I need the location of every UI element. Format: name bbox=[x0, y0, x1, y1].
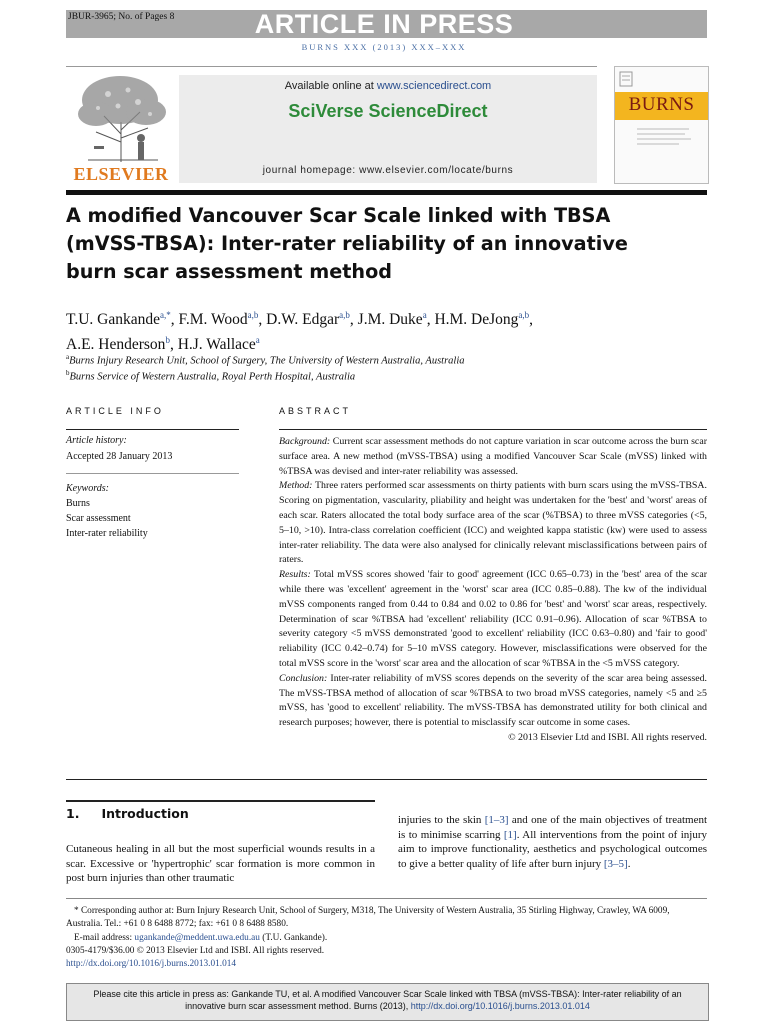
author-separator: , bbox=[258, 311, 267, 329]
footnotes bbox=[66, 905, 707, 971]
affiliation-text: Burns Service of Western Australia, Royal Perth Hospital, Australia bbox=[69, 371, 356, 383]
method-text: Three raters performed scar assessments on thirty patients with burn scars using the mVSS-TBSA. Scoring on pigmentation, vascularity, pliability and height was undertaken for the 'best' and 'worst' areas of each scar. Raters allocated the total body surface area of the scar (%TBSA) to three mVSS categories (<5, 5–10, >10). Intra-class correlation coefficient (ICC) and weighted kappa statistic (kw) were used to assess inter-rater reliability. The data were also analysed for clinically relevant misclassifications between pairs of raters. bbox=[279, 480, 708, 566]
abstract-method bbox=[279, 479, 707, 568]
intro-top-rule bbox=[66, 800, 375, 802]
journal-citation: BURNS XXX (2013) XXX–XXX bbox=[301, 42, 467, 52]
author-list bbox=[66, 305, 706, 355]
author-name: H.M. DeJong bbox=[434, 311, 519, 329]
affiliation-marker: b bbox=[66, 369, 70, 377]
author-separator: , bbox=[349, 311, 358, 329]
sciverse-sciencedirect-logo: SciVerse ScienceDirect bbox=[288, 101, 488, 121]
cite-body: Please cite this article in press as: Gankande TU, et al. A modified Vancouver Scar Scale linked with TBSA (mVSS-TBSA): Inter-rater reliability of an innovative burn scar assessment method. Burns (2013), bbox=[93, 989, 682, 1011]
article-title: A modified Vancouver Scar Scale linked with TBSA (mVSS-TBSA): Inter-rater reliability of an innovative burn scar assessment method bbox=[66, 204, 628, 283]
abstract-rule bbox=[279, 429, 707, 430]
corresponding-text: * Corresponding author at: Burn Injury Research Unit, School of Surgery, M318, The University of Western Australia, 35 Stirling Highway, Crawley, WA 6009, Australia. Tel.: +61 0 8 6488 8772; fax: +61 0 8 6488 8580. bbox=[66, 906, 670, 930]
intro-text: . All interventions from the point of injury aim to improve functionality, aesthetics and psychological outcomes to give a better quality of life after burn injury bbox=[398, 828, 708, 870]
article-info-rule bbox=[66, 429, 239, 430]
author-name: H.J. Wallace bbox=[177, 336, 256, 354]
reference-link[interactable]: [3–5] bbox=[603, 857, 628, 870]
affiliation-a bbox=[66, 353, 465, 367]
author-separator: , bbox=[426, 311, 435, 329]
results-label: Results: bbox=[279, 569, 311, 581]
author-affiliation-sup[interactable]: a,b bbox=[247, 310, 259, 320]
author-name: J.M. Duke bbox=[357, 311, 423, 329]
journal-cover bbox=[614, 66, 709, 184]
abstract-results bbox=[279, 568, 707, 672]
author-name: T.U. Gankande bbox=[66, 311, 160, 329]
background-label: Background: bbox=[279, 436, 331, 447]
cite-doi-link[interactable]: http://dx.doi.org/10.1016/j.burns.2013.01.014 bbox=[410, 1001, 590, 1011]
author-separator: , bbox=[170, 311, 179, 329]
section-number: 1. bbox=[66, 806, 80, 821]
affiliation-b bbox=[66, 369, 355, 383]
affiliation-marker: a bbox=[66, 353, 70, 361]
intro-left-column: Cutaneous healing in all but the most superficial wounds results in a scar. Excessive or 'hypertrophic' scar formation is more common in post burn injuries than other traumatic bbox=[66, 843, 375, 884]
available-online bbox=[179, 80, 597, 92]
cite-text bbox=[74, 988, 701, 1012]
author-separator: , bbox=[529, 311, 534, 329]
author-affiliation-sup[interactable]: a,b bbox=[339, 310, 350, 320]
background-text: Current scar assessment methods do not capture variation in scar outcome across the burn scar surface area. A new method (mVSS-TBSA) using a modified Vancouver Scar Scale (mVSS) linked with %TBSA was devised and inter-rater reliability was assessed. bbox=[279, 436, 707, 477]
keyword-item: Inter-rater reliability bbox=[66, 528, 148, 539]
conclusion-label: Conclusion: bbox=[279, 672, 328, 684]
email-label: E-mail address: bbox=[74, 932, 135, 943]
author-affiliation-sup[interactable]: a,b bbox=[518, 310, 530, 320]
author-affiliation-sup[interactable]: b bbox=[165, 335, 170, 346]
journal-homepage: journal homepage: www.elsevier.com/locate/burns bbox=[262, 165, 514, 176]
intro-right-column bbox=[398, 813, 707, 871]
article-info-heading: ARTICLE INFO bbox=[66, 406, 164, 416]
header-thick-rule bbox=[66, 190, 707, 195]
keyword-item: Burns bbox=[66, 498, 90, 509]
abstract-copyright: © 2013 Elsevier Ltd and ISBI. All rights reserved. bbox=[508, 731, 707, 743]
authors-line-1 bbox=[66, 305, 706, 330]
section-title: Introduction bbox=[101, 806, 189, 821]
issn-note: 0305-4179/$36.00 © 2013 Elsevier Ltd and ISBI. All rights reserved. bbox=[66, 945, 325, 956]
corresponding-author-note bbox=[66, 905, 707, 932]
author-affiliation-sup[interactable]: a,* bbox=[159, 310, 171, 320]
author-separator: , bbox=[169, 336, 178, 354]
keywords-label: Keywords: bbox=[66, 483, 109, 494]
author-affiliation-sup[interactable]: a bbox=[255, 335, 260, 346]
article-history-label: Article history: bbox=[66, 435, 127, 446]
journal-reference: JBUR-3965; No. of Pages 8 bbox=[68, 12, 175, 22]
elsevier-wordmark: ELSEVIER bbox=[73, 164, 169, 184]
reference-link[interactable]: [1] bbox=[503, 828, 517, 841]
intro-text: injuries to the skin bbox=[398, 814, 485, 826]
doi-note bbox=[66, 958, 707, 971]
results-text: Total mVSS scores showed 'fair to good' agreement (ICC 0.65–0.73) in the 'best' area of the scar while there was 'excellent' agreement in the 'worst' scar area (ICC 0.85–0.88). The kw of the individual mVSS components ranged from 0.44 to 0.84 and 0.02 to 0.86 for 'best' and 'worst' scar areas, respectively. Determination of scar %TBSA had 'excellent' reliability (ICC 0.91–0.96). Allocation of scar %TBSA to severity category <5 mVSS demonstrated 'good to excellent' reliability (ICC 0.63–0.80) and 'fair to good' reliability (ICC 0.42–0.74) for 5–10 mVSS category. However, misclassifications were observed for the total mVSS score in the 'worst' scar area and the allocation of scar %TBSA in the <5 mVSS category. bbox=[279, 569, 707, 669]
sciencedirect-link[interactable]: www.sciencedirect.com bbox=[376, 80, 492, 92]
author-name: A.E. Henderson bbox=[66, 336, 166, 354]
section-heading bbox=[66, 806, 189, 821]
method-label: Method: bbox=[279, 480, 313, 492]
email-suffix: (T.U. Gankande). bbox=[259, 932, 328, 943]
abstract-background bbox=[279, 435, 707, 479]
intro-text: . bbox=[627, 857, 631, 870]
article-history-value: Accepted 28 January 2013 bbox=[66, 451, 173, 462]
doi-link[interactable]: http://dx.doi.org/10.1016/j.burns.2013.01.014 bbox=[66, 959, 237, 970]
abstract-conclusion bbox=[279, 672, 707, 731]
footnote-rule bbox=[66, 898, 707, 899]
cover-logo-icon bbox=[619, 71, 633, 87]
abstract-heading: ABSTRACT bbox=[279, 406, 352, 416]
authors-line-2 bbox=[66, 330, 706, 355]
banner-title: ARTICLE IN PRESS bbox=[254, 9, 514, 39]
reference-link[interactable]: [1–3] bbox=[484, 814, 509, 826]
conclusion-text: Inter-rater reliability of mVSS scores depends on the severity of the scar area being assessed. The mVSS-TBSA method of allocation of scar %TBSA to two broad mVSS categories, namely <5 and ≥5 mVSS, has 'good to excellent' reliability. The mVSS-TBSA has demonstrated utility for both clinical and research purposes; however, there is potential to misclassify scar outcome in some cases. bbox=[279, 672, 707, 729]
abstract-bottom-rule bbox=[66, 779, 707, 780]
author-name: F.M. Wood bbox=[178, 311, 248, 329]
cover-title: BURNS bbox=[628, 94, 695, 115]
keyword-item: Scar assessment bbox=[66, 513, 131, 524]
intro-text: and one of the main objectives of treatment is to minimise scarring bbox=[398, 814, 708, 841]
header-rule bbox=[66, 66, 597, 67]
author-affiliation-sup[interactable]: a bbox=[422, 310, 427, 320]
elsevier-tree-logo bbox=[68, 72, 174, 164]
affiliation-text: Burns Injury Research Unit, School of Surgery, The University of Western Australia, Australia bbox=[69, 355, 465, 367]
email-note bbox=[66, 932, 707, 945]
cover-text-lines bbox=[629, 125, 699, 155]
available-prefix: Available online at bbox=[284, 80, 377, 92]
history-rule bbox=[66, 473, 239, 474]
abstract-body bbox=[279, 435, 707, 746]
email-link[interactable]: ugankande@meddent.uwa.edu.au bbox=[134, 932, 260, 943]
author-name: D.W. Edgar bbox=[266, 311, 340, 329]
